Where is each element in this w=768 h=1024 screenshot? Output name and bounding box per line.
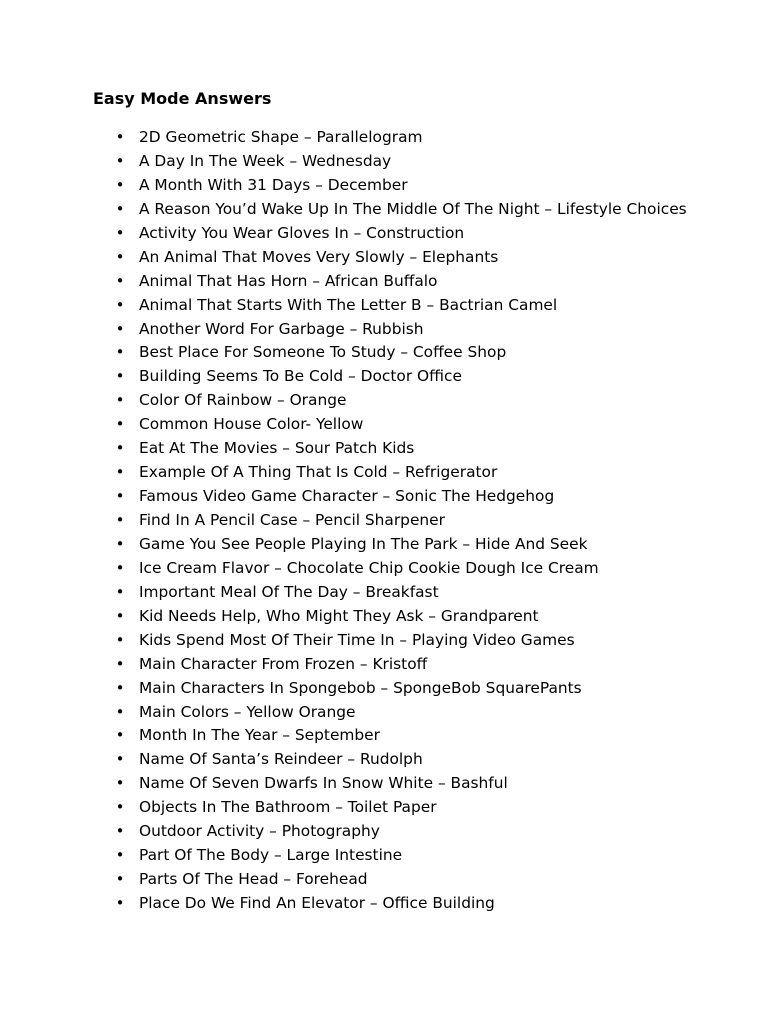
answer-text: A Day In The Week – Wednesday [139,151,392,170]
bullet-icon: • [115,128,125,146]
bullet-icon: • [115,822,125,841]
bullet-icon: • [115,750,125,769]
list-item [0,844,768,868]
list-item [0,150,768,174]
list-item [0,365,768,389]
answer-text: Eat At The Movies – Sour Patch Kids [139,439,415,458]
answer-text: Activity You Wear Gloves In – Construction [139,223,465,242]
answer-text: Parts Of The Head – Forehead [139,870,368,889]
list-item [0,581,768,605]
list-item [0,796,768,820]
bullet-icon: • [115,582,125,601]
bullet-icon: • [115,702,125,721]
bullet-icon: • [115,511,125,529]
answer-text: Main Characters In Spongebob – SpongeBob SquarePants [139,678,582,697]
answer-text: Main Colors – Yellow Orange [139,702,356,721]
answer-text: Color Of Rainbow – Orange [139,391,347,410]
bullet-icon: • [115,534,125,553]
bullet-icon: • [115,415,125,434]
list-item [0,724,768,748]
answer-list [0,126,768,916]
answer-text: Animal That Starts With The Letter B – Bactrian Camel [139,295,558,314]
bullet-icon: • [115,199,125,218]
page-title: Easy Mode Answers [93,89,272,108]
list-item [0,653,768,677]
answer-text: Important Meal Of The Day – Breakfast [139,582,439,601]
list-item [0,772,768,796]
answer-text: Objects In The Bathroom – Toilet Paper [139,798,437,817]
bullet-icon: • [115,487,125,506]
answer-text: Main Character From Frozen – Kristoff [139,654,428,673]
bullet-icon: • [115,391,125,410]
bullet-icon: • [115,606,125,625]
answer-text: Outdoor Activity – Photography [139,822,380,841]
bullet-icon: • [115,774,125,793]
list-item [0,389,768,413]
list-item [0,126,768,150]
list-item [0,270,768,294]
list-item [0,677,768,701]
answer-text: 2D Geometric Shape – Parallelogram [139,128,423,146]
bullet-icon: • [115,295,125,314]
bullet-icon: • [115,630,125,649]
list-item [0,748,768,772]
list-item [0,461,768,485]
bullet-icon: • [115,223,125,242]
list-item [0,318,768,342]
answer-text: Game You See People Playing In The Park – Hide And Seek [139,534,588,553]
bullet-icon: • [115,726,125,745]
answer-text: Name Of Seven Dwarfs In Snow White – Bashful [139,774,508,793]
bullet-icon: • [115,367,125,386]
bullet-icon: • [115,846,125,865]
answer-text: Building Seems To Be Cold – Doctor Office [139,367,462,386]
bullet-icon: • [115,558,125,577]
answer-text: Kid Needs Help, Who Might They Ask – Grandparent [139,606,539,625]
list-item [0,605,768,629]
bullet-icon: • [115,439,125,458]
bullet-icon: • [115,894,125,912]
answer-text: Best Place For Someone To Study – Coffee Shop [139,343,507,362]
answer-text: A Reason You’d Wake Up In The Middle Of The Night – Lifestyle Choices [139,199,687,218]
bullet-icon: • [115,654,125,673]
answer-text: Place Do We Find An Elevator – Office Building [139,894,495,912]
bullet-icon: • [115,319,125,338]
answer-text: Common House Color- Yellow [139,415,364,434]
answer-text: Part Of The Body – Large Intestine [139,846,403,865]
bullet-icon: • [115,271,125,290]
answer-text: A Month With 31 Days – December [139,175,408,194]
list-item [0,174,768,198]
answer-text: Ice Cream Flavor – Chocolate Chip Cookie Dough Ice Cream [139,558,599,577]
list-item [0,437,768,461]
bullet-icon: • [115,247,125,266]
list-item [0,246,768,270]
list-item [0,222,768,246]
bullet-icon: • [115,151,125,170]
answer-text: Month In The Year – September [139,726,380,745]
answer-text: Animal That Has Horn – African Buffalo [139,271,438,290]
list-item [0,892,768,916]
bullet-icon: • [115,798,125,817]
bullet-icon: • [115,175,125,194]
list-item [0,868,768,892]
list-item [0,413,768,437]
bullet-icon: • [115,678,125,697]
bullet-icon: • [115,870,125,889]
bullet-icon: • [115,343,125,362]
answer-text: Another Word For Garbage – Rubbish [139,319,424,338]
answer-text: An Animal That Moves Very Slowly – Elephants [139,247,499,266]
answer-text: Kids Spend Most Of Their Time In – Playing Video Games [139,630,575,649]
list-item [0,557,768,581]
answer-text: Example Of A Thing That Is Cold – Refrigerator [139,463,498,482]
answer-text: Find In A Pencil Case – Pencil Sharpener [139,511,445,529]
bullet-icon: • [115,463,125,482]
list-item [0,294,768,318]
list-item [0,533,768,557]
list-item [0,701,768,725]
list-item [0,198,768,222]
list-item [0,509,768,533]
list-item [0,629,768,653]
answer-text: Famous Video Game Character – Sonic The Hedgehog [139,487,555,506]
list-item [0,485,768,509]
answer-text: Name Of Santa’s Reindeer – Rudolph [139,750,423,769]
list-item [0,341,768,365]
list-item [0,820,768,844]
